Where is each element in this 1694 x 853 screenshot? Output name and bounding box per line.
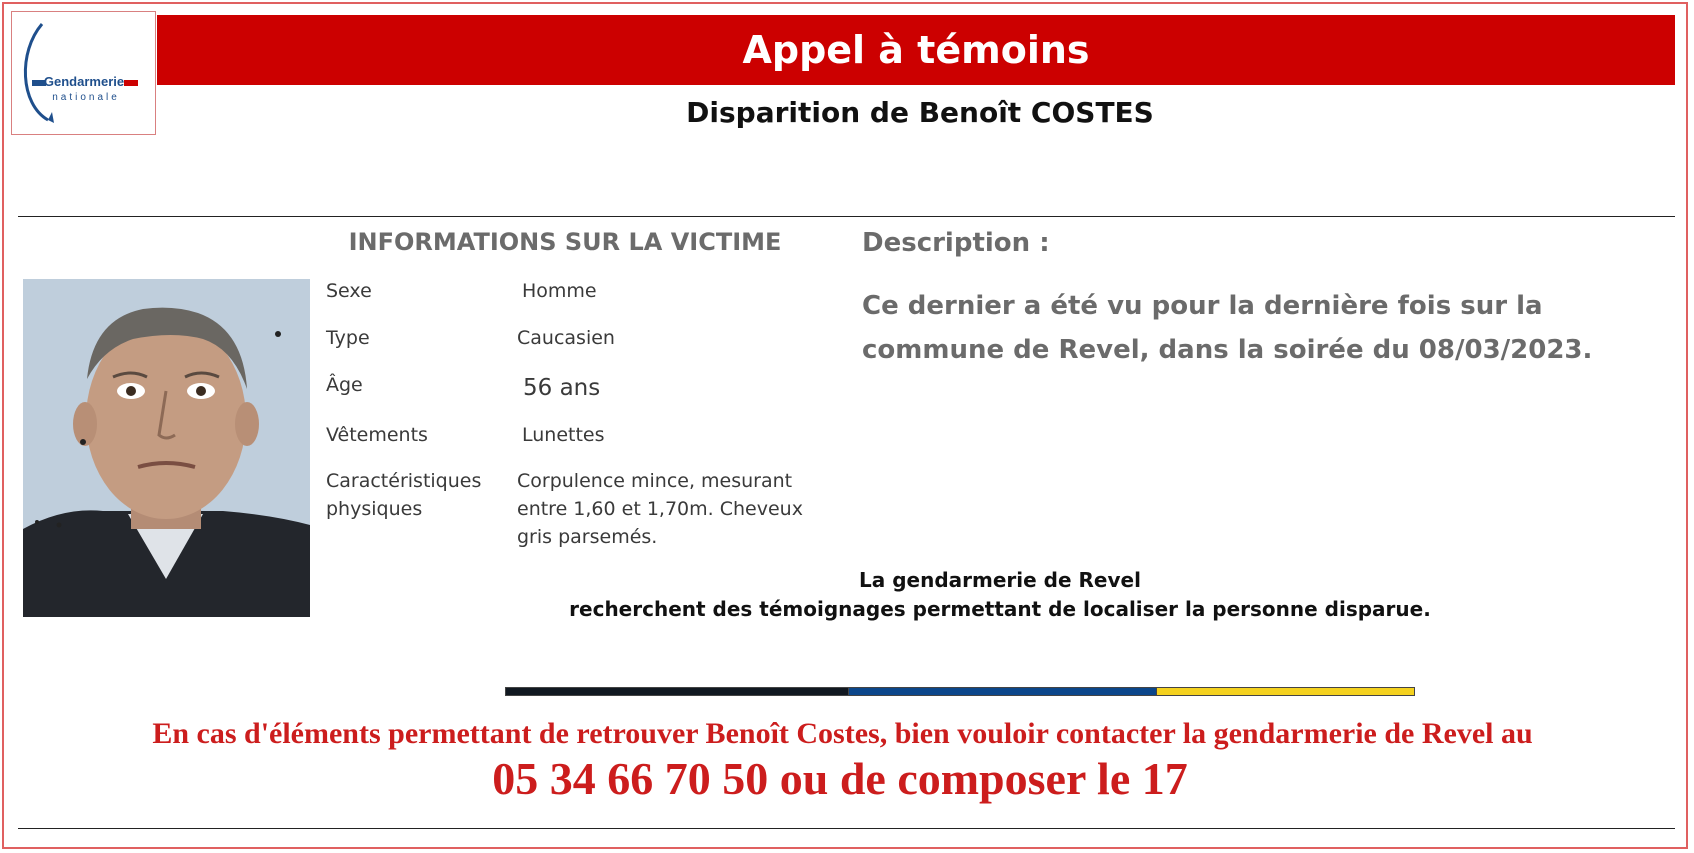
description-title: Description : [862, 228, 1050, 258]
info-label-age: Âge [326, 374, 363, 396]
search-notice-line1: La gendarmerie de Revel [859, 568, 1141, 592]
info-value-vetements: Lunettes [522, 424, 605, 446]
info-label-caracteristiques: Caractéristiques physiques [326, 470, 482, 520]
logo-line1: Gendarmerie [43, 74, 125, 89]
contact-instructions: En cas d'éléments permettant de retrouver Benoît Costes, bien vouloir contacter la gendarmerie de Revel au [152, 717, 1533, 750]
victim-photo [23, 279, 310, 617]
info-value-age: 56 ans [523, 375, 601, 401]
info-value-sexe: Homme [522, 280, 597, 302]
search-notice-line2: recherchent des témoignages permettant de localiser la personne disparue. [569, 597, 1431, 621]
info-label-vetements: Vêtements [326, 424, 428, 446]
page-subtitle: Disparition de Benoît COSTES [686, 96, 1154, 129]
info-value-type: Caucasien [517, 327, 615, 349]
tricolor-band-yellow [1156, 687, 1415, 696]
victim-info-title: INFORMATIONS SUR LA VICTIME [348, 228, 782, 256]
contact-phone: 05 34 66 70 50 ou de composer le 17 [492, 753, 1188, 804]
banner-title: Appel à témoins [157, 15, 1675, 85]
info-value-caracteristiques: Corpulence mince, mesurant entre 1,60 et 1,70m. Cheveux gris parsemés. [517, 470, 803, 548]
description-text: Ce dernier a été vu pour la dernière fois sur la commune de Revel, dans la soirée du 08/03/2023. [862, 291, 1593, 365]
logo-line2: nationale [52, 92, 120, 103]
divider-bottom [18, 828, 1675, 829]
info-label-type: Type [326, 327, 370, 349]
tricolor-band-black [505, 687, 849, 696]
tricolor-band-blue [848, 687, 1157, 696]
divider-top [18, 216, 1675, 217]
info-label-sexe: Sexe [326, 280, 372, 302]
search-notice [560, 566, 1440, 624]
gendarmerie-logo [11, 11, 156, 135]
